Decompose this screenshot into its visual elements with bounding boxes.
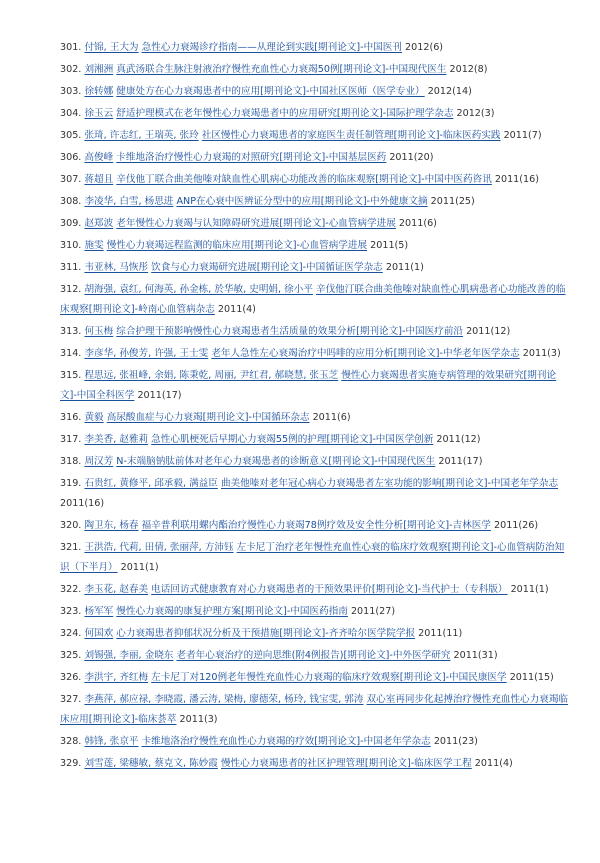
reference-number: 306. [60, 152, 82, 163]
reference-title-link[interactable]: 社区慢性心力衰竭患者的家庭医生责任制管理[期刊论文]-临床医药实践 [201, 130, 501, 141]
reference-authors-link[interactable]: 杨军军 [84, 606, 114, 617]
reference-authors-link[interactable]: 付锦, 王大为 [84, 42, 139, 53]
reference-item [60, 474, 570, 514]
reference-number: 319. [60, 478, 82, 489]
reference-year-issue: 2011(16) [494, 174, 539, 185]
reference-authors-link[interactable]: 赵郑波 [84, 218, 114, 229]
reference-item [60, 258, 570, 278]
reference-item [60, 214, 570, 234]
reference-title-link[interactable]: 老年慢性心力衰竭与认知障碍研究进展[期刊论文]-心血管病学进展 [116, 218, 396, 229]
reference-number: 317. [60, 434, 82, 445]
reference-list [60, 38, 570, 776]
reference-authors-link[interactable]: 李洪宇, 齐红梅 [84, 672, 149, 683]
reference-authors-link[interactable]: 李燕萍, 郝应禄, 李晓霞, 潘云涛, 梁梅, 廖德荣, 杨玲, 钱宝雯, 郭涛 [84, 694, 364, 705]
reference-year-issue: 2011(11) [418, 628, 463, 639]
reference-item [60, 668, 570, 688]
reference-number: 303. [60, 86, 82, 97]
reference-title-link[interactable]: 左卡尼丁治疗老年慢性充血性心衰的临床疗效观察[期刊论文]-心血管病防治知识（下半月） [60, 542, 565, 573]
reference-year-issue: 2011(17) [137, 390, 182, 401]
reference-authors-link[interactable]: 张琦, 许志红, 王瑞英, 张玲 [84, 130, 199, 141]
reference-title-link[interactable]: 双心室再同步化起搏治疗慢性充血性心力衰竭临床应用[期刊论文]-临床荟萃 [60, 694, 569, 725]
reference-authors-link[interactable]: 韩锋, 张京平 [84, 736, 139, 747]
reference-item [60, 82, 570, 102]
reference-authors-link[interactable]: 徐玉云 [84, 108, 114, 119]
reference-year-issue: 2011(7) [503, 130, 542, 141]
reference-year-issue: 2011(1) [510, 584, 549, 595]
reference-item [60, 538, 570, 578]
reference-number: 312. [60, 284, 82, 295]
reference-authors-link[interactable]: 施雯 [84, 240, 104, 251]
reference-item [60, 624, 570, 644]
reference-year-issue: 2011(1) [385, 262, 424, 273]
reference-authors-link[interactable]: 刘锡强, 李丽, 金晓东 [84, 650, 174, 661]
reference-number: 322. [60, 584, 82, 595]
reference-item [60, 430, 570, 450]
reference-item [60, 126, 570, 146]
reference-year-issue: 2012(3) [456, 108, 495, 119]
reference-year-issue: 2011(25) [430, 196, 475, 207]
reference-number: 315. [60, 370, 82, 381]
reference-title-link[interactable]: 舒适护理模式在老年慢性心力衰竭患者中的应用研究[期刊论文]-国际护理学杂志 [116, 108, 454, 119]
reference-item [60, 646, 570, 666]
reference-year-issue: 2011(27) [350, 606, 396, 617]
reference-authors-link[interactable]: 周汉芳 [84, 456, 114, 467]
reference-item [60, 192, 570, 212]
reference-title-link[interactable]: 卡维地洛治疗慢性充血性心力衰竭的疗效[期刊论文]-中国老年学杂志 [141, 736, 431, 747]
reference-title-link[interactable]: 曲美他嗪对老年冠心病心力衰竭患者左室功能的影响[期刊论文]-中国老年学杂志 [220, 478, 559, 489]
reference-item [60, 408, 570, 428]
reference-authors-link[interactable]: 胡海强, 袁红, 何海英, 孙金栋, 於华敏, 史明娟, 徐小平 [84, 284, 313, 295]
reference-item [60, 580, 570, 600]
reference-authors-link[interactable]: 蒋超且 [84, 174, 114, 185]
reference-item [60, 690, 570, 730]
reference-title-link[interactable]: 综合护理干预影响慢性心力衰竭患者生活质量的效果分析[期刊论文]-中国医疗前沿 [116, 326, 464, 337]
reference-number: 308. [60, 196, 82, 207]
reference-title-link[interactable]: 辛伐他汀联合曲美他嗪对缺血性心肌病患者心功能改善的临床观察[期刊论文]-岭南心血管病杂志 [60, 284, 566, 315]
reference-item [60, 602, 570, 622]
reference-number: 307. [60, 174, 82, 185]
reference-item [60, 452, 570, 472]
reference-title-link[interactable]: 真武汤联合生脉注射液治疗慢性充血性心力衰竭50例[期刊论文]-中国现代医生 [116, 64, 447, 75]
reference-title-link[interactable]: 急性心力衰竭诊疗指南——从理论到实践[期刊论文]-中国医刊 [141, 42, 402, 53]
reference-year-issue: 2011(4) [474, 758, 513, 769]
reference-year-issue: 2012(6) [405, 42, 444, 53]
reference-item [60, 38, 570, 58]
reference-authors-link[interactable]: 韦亚林, 马恢彤 [84, 262, 149, 273]
reference-number: 328. [60, 736, 82, 747]
reference-number: 323. [60, 606, 82, 617]
reference-number: 321. [60, 542, 82, 553]
reference-item [60, 60, 570, 80]
reference-title-link[interactable]: 健康处方在心力衰竭患者中的应用[期刊论文]-中国社区医师（医学专业） [116, 86, 425, 97]
reference-authors-link[interactable]: 王洪浩, 代莉, 田倩, 张丽萍, 方沛钰 [84, 542, 234, 553]
reference-title-link[interactable]: 老年人急性左心衰竭治疗中吗啡的应用分析[期刊论文]-中华老年医学杂志 [211, 348, 520, 359]
reference-item [60, 344, 570, 364]
reference-year-issue: 2011(1) [120, 562, 159, 573]
reference-title-link[interactable]: 高尿酸血症与心力衰竭[期刊论文]-中国循环杂志 [106, 412, 310, 423]
reference-title-link[interactable]: 卡维地洛治疗慢性心力衰竭的对照研究[期刊论文]-中国基层医药 [116, 152, 387, 163]
reference-authors-link[interactable]: 黄毅 [84, 412, 104, 423]
reference-year-issue: 2011(16) [60, 498, 105, 509]
reference-title-link[interactable]: 饮食与心力衰竭研究进展[期刊论文]-中国循证医学杂志 [151, 262, 383, 273]
reference-authors-link[interactable]: 刘雪莲, 梁穗敏, 蔡克文, 陈妙霞 [84, 758, 218, 769]
reference-number: 301. [60, 42, 82, 53]
reference-year-issue: 2011(26) [493, 520, 539, 531]
reference-title-link[interactable]: 慢性心力衰竭患者实施专病管理的效果研究[期刊论文]-中国全科医学 [60, 370, 557, 401]
reference-year-issue: 2011(31) [453, 650, 498, 661]
reference-number: 309. [60, 218, 82, 229]
reference-authors-link[interactable]: 刘湘洲 [84, 64, 114, 75]
reference-number: 324. [60, 628, 82, 639]
reference-item [60, 170, 570, 190]
reference-item [60, 366, 570, 406]
reference-number: 310. [60, 240, 82, 251]
reference-title-link[interactable]: 电话回访式健康教育对心力衰竭患者的干预效果评价[期刊论文]-当代护士（专科版） [151, 584, 508, 595]
reference-title-link[interactable]: 老者年心衰治疗的逆向思维(附4例报告)[期刊论文]-中外医学研究 [176, 650, 451, 661]
reference-number: 329. [60, 758, 82, 769]
reference-authors-link[interactable]: 李凌华, 白雪, 杨思进 [84, 196, 174, 207]
reference-year-issue: 2011(15) [509, 672, 554, 683]
reference-number: 316. [60, 412, 82, 423]
reference-title-link[interactable]: N-末端脑钠肽前体对老年心力衰竭患者的诊断意义[期刊论文]-中国现代医生 [116, 456, 436, 467]
reference-year-issue: 2011(12) [466, 326, 511, 337]
reference-item [60, 148, 570, 168]
reference-year-issue: 2012(8) [449, 64, 488, 75]
reference-authors-link[interactable]: 李彦华, 孙俊芳, 许强, 王士雯 [84, 348, 209, 359]
reference-item [60, 732, 570, 752]
reference-authors-link[interactable]: 石贵红, 黄修平, 邱承毅, 满益臣 [84, 478, 218, 489]
reference-number: 314. [60, 348, 82, 359]
reference-item [60, 104, 570, 124]
reference-title-link[interactable]: ANP在心衰中医辨证分型中的应用[期刊论文]-中外健康文摘 [176, 196, 428, 207]
reference-authors-link[interactable]: 何玉梅 [84, 326, 114, 337]
reference-year-issue: 2011(20) [389, 152, 434, 163]
reference-authors-link[interactable]: 何国欢 [84, 628, 114, 639]
reference-title-link[interactable]: 慢性心力衰竭远程监测的临床应用[期刊论文]-心血管病学进展 [106, 240, 368, 251]
reference-item [60, 236, 570, 256]
reference-year-issue: 2011(5) [370, 240, 409, 251]
reference-title-link[interactable]: 慢性心力衰竭患者的社区护理管理[期刊论文]-临床医学工程 [220, 758, 472, 769]
reference-year-issue: 2012(14) [427, 86, 472, 97]
reference-number: 318. [60, 456, 82, 467]
reference-year-issue: 2011(12) [436, 434, 481, 445]
reference-number: 326. [60, 672, 82, 683]
reference-title-link[interactable]: 辛伐他丁联合曲美他嗪对缺血性心肌病心功能改善的临床观察[期刊论文]-中国中医药咨讯 [116, 174, 492, 185]
reference-year-issue: 2011(4) [217, 304, 256, 315]
reference-authors-link[interactable]: 徐转娜 [84, 86, 114, 97]
reference-number: 320. [60, 520, 82, 531]
reference-number: 327. [60, 694, 82, 705]
reference-year-issue: 2011(3) [522, 348, 561, 359]
reference-authors-link[interactable]: 程思远, 张祖峰, 余娟, 陈秉乾, 周丽, 尹红君, 郝晓慧, 张玉芝 [84, 370, 339, 381]
reference-title-link[interactable]: 慢性心力衰竭的康复护理方案[期刊论文]-中国医药指南 [116, 606, 348, 617]
reference-number: 313. [60, 326, 82, 337]
reference-year-issue: 2011(6) [312, 412, 351, 423]
reference-year-issue: 2011(17) [438, 456, 483, 467]
reference-number: 304. [60, 108, 82, 119]
reference-title-link[interactable]: 急性心肌梗死后早期心力衰竭55例的护理[期刊论文]-中国医学创新 [151, 434, 434, 445]
reference-item [60, 280, 570, 320]
reference-number: 325. [60, 650, 82, 661]
reference-authors-link[interactable]: 李玉花, 赵春美 [84, 584, 149, 595]
reference-item [60, 516, 570, 536]
reference-number: 305. [60, 130, 82, 141]
reference-item [60, 754, 570, 774]
reference-number: 311. [60, 262, 82, 273]
reference-authors-link[interactable]: 李美香, 赵雅莉 [84, 434, 149, 445]
reference-authors-link[interactable]: 高俊峰 [84, 152, 114, 163]
reference-year-issue: 2011(6) [398, 218, 437, 229]
reference-title-link[interactable]: 心力衰竭患者抑郁状况分析及干预措施[期刊论文]-齐齐哈尔医学院学报 [116, 628, 416, 639]
reference-title-link[interactable]: 左卡尼丁对120例老年慢性充血性心力衰竭的临床疗效观察[期刊论文]-中国民康医学 [151, 672, 507, 683]
reference-year-issue: 2011(3) [179, 714, 218, 725]
reference-item [60, 322, 570, 342]
reference-authors-link[interactable]: 陶卫东, 杨春 [84, 520, 139, 531]
reference-year-issue: 2011(23) [433, 736, 478, 747]
reference-number: 302. [60, 64, 82, 75]
reference-title-link[interactable]: 福辛普利联用螺内酯治疗慢性心力衰竭78例疗效及安全性分析[期刊论文]-吉林医学 [141, 520, 491, 531]
